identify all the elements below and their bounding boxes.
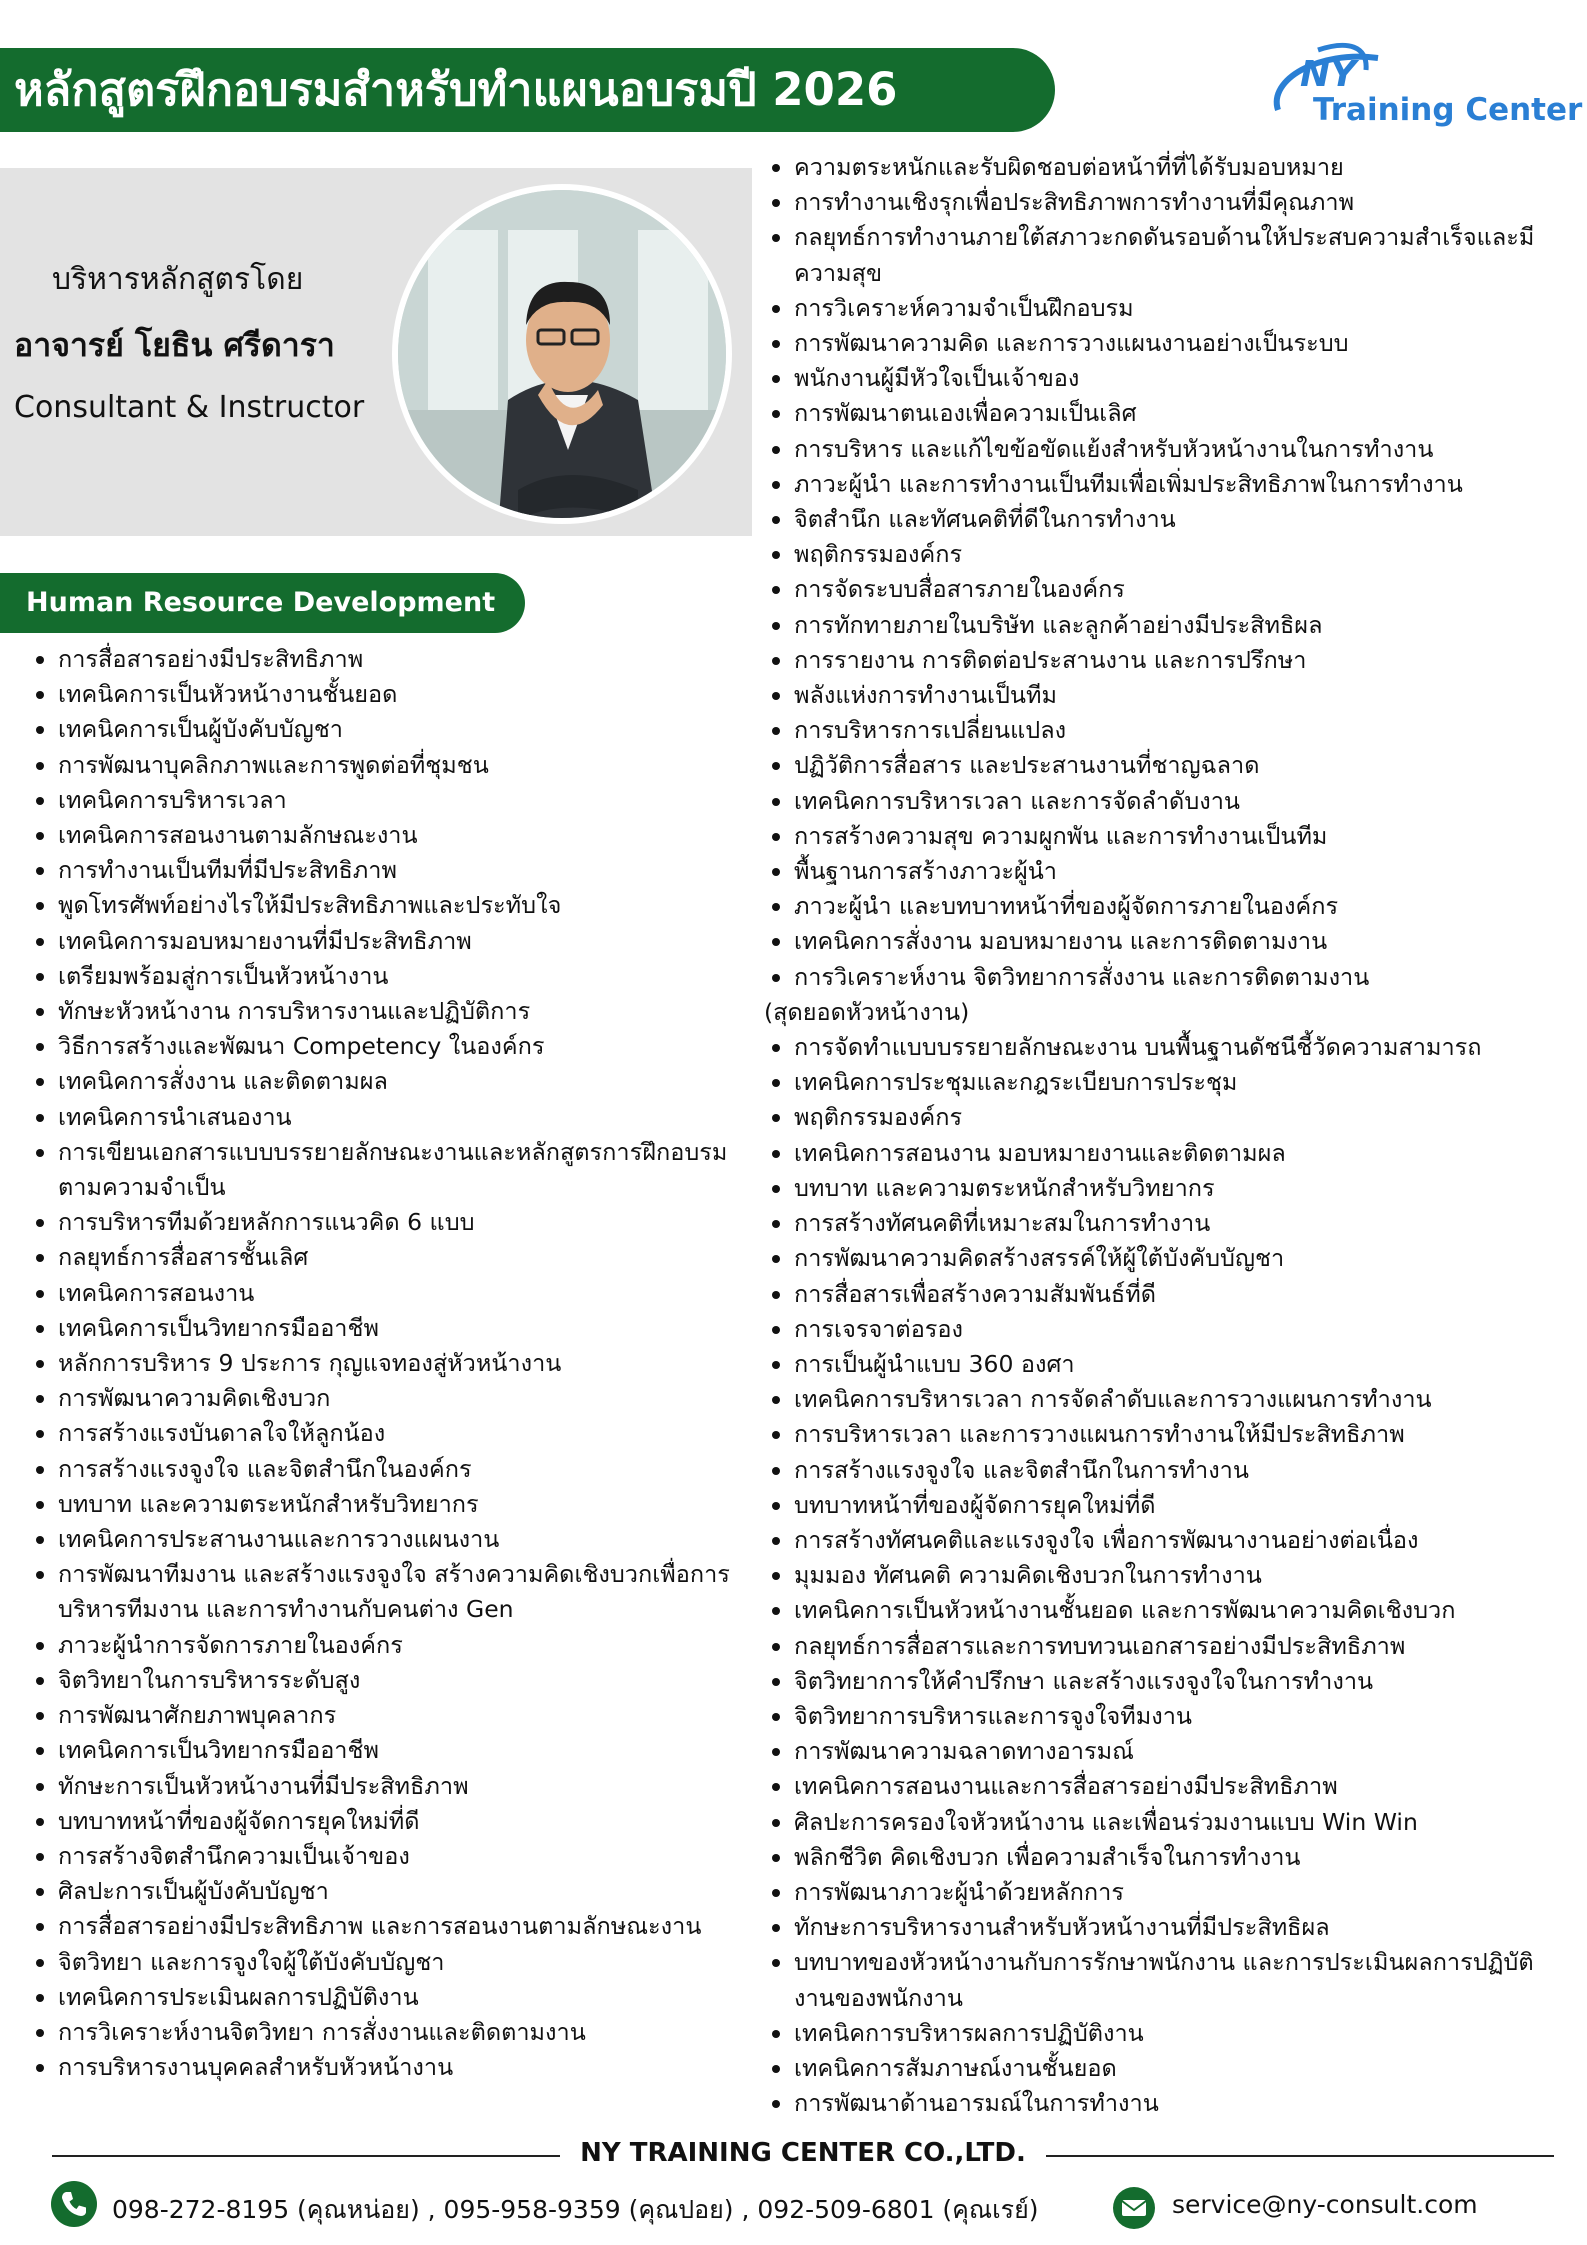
list-item: การสร้างทัศนคติและแรงจูงใจ เพื่อการพัฒนางานอย่างต่อเนื่อง <box>764 1523 1574 1558</box>
list-item: พฤติกรรมองค์กร <box>764 537 1574 572</box>
list-item: การทำงานเชิงรุกเพื่อประสิทธิภาพการทำงานที่มีคุณภาพ <box>764 185 1574 220</box>
contact-phones[interactable]: 098-272-8195 (คุณหน่อย) , 095-958-9359 (คุณปอย) , 092-509-6801 (คุณเรย์) <box>112 2195 1039 2224</box>
list-item: การทักทายภายในบริษัท และลูกค้าอย่างมีประสิทธิผล <box>764 608 1574 643</box>
list-item: ศิลปะการเป็นผู้บังคับบัญชา <box>28 1874 748 1909</box>
list-item: จิตวิทยา และการจูงใจผู้ใต้บังคับบัญชา <box>28 1945 748 1980</box>
page-title: หลักสูตรฝึกอบรมสำหรับทำแผนอบรมปี 2026 <box>14 63 898 116</box>
list-item: การสร้างแรงจูงใจ และจิตสำนึกในองค์กร <box>28 1452 748 1487</box>
list-item: การพัฒนาภาวะผู้นำด้วยหลักการ <box>764 1875 1574 1910</box>
right-course-list <box>764 150 1574 2121</box>
logo-training-center-text: Training Center <box>1313 92 1583 128</box>
list-item: บทบาทหน้าที่ของผู้จัดการยุคใหม่ที่ดี <box>764 1488 1574 1523</box>
list-item: เทคนิคการเป็นวิทยากรมืออาชีพ <box>28 1733 748 1768</box>
footer-divider-left <box>52 2155 560 2157</box>
list-item: จิตวิทยาการให้คำปรึกษา และสร้างแรงจูงใจในการทำงาน <box>764 1664 1574 1699</box>
mail-icon <box>1112 2186 1156 2230</box>
list-item: บทบาท และความตระหนักสำหรับวิทยากร <box>28 1487 748 1522</box>
list-item: ทักษะการบริหารงานสำหรับหัวหน้างานที่มีประสิทธิผล <box>764 1910 1574 1945</box>
list-item: เทคนิคการสั่งงาน มอบหมายงาน และการติดตามงาน <box>764 924 1574 959</box>
list-item: เทคนิคการเป็นวิทยากรมืออาชีพ <box>28 1311 748 1346</box>
list-item: เตรียมพร้อมสู่การเป็นหัวหน้างาน <box>28 959 748 994</box>
list-item: การสร้างทัศนคติที่เหมาะสมในการทำงาน <box>764 1206 1574 1241</box>
list-item: การวิเคราะห์งาน จิตวิทยาการสั่งงาน และการติดตามงาน <box>764 960 1574 995</box>
list-item: เทคนิคการสัมภาษณ์งานชั้นยอด <box>764 2051 1574 2086</box>
list-item: ปฏิวัติการสื่อสาร และประสานงานที่ชาญฉลาด <box>764 748 1574 783</box>
list-item: การบริหารงานบุคคลสำหรับหัวหน้างาน <box>28 2050 748 2085</box>
list-item: ศิลปะการครองใจหัวหน้างาน และเพื่อนร่วมงานแบบ Win Win <box>764 1805 1574 1840</box>
list-item: เทคนิคการประสานงานและการวางแผนงาน <box>28 1522 748 1557</box>
list-item: เทคนิคการประชุมและกฎระเบียบการประชุม <box>764 1065 1574 1100</box>
ny-training-center-logo <box>1258 40 1583 140</box>
footer-divider-right <box>1046 2155 1554 2157</box>
list-item: เทคนิคการเป็นผู้บังคับบัญชา <box>28 712 748 747</box>
list-item: การพัฒนาความคิดเชิงบวก <box>28 1381 748 1416</box>
list-item: กลยุทธ์การสื่อสารและการทบทวนเอกสารอย่างมีประสิทธิภาพ <box>764 1629 1574 1664</box>
list-item: เทคนิคการสอนงาน มอบหมายงานและติดตามผล <box>764 1136 1574 1171</box>
list-item: พนักงานผู้มีหัวใจเป็นเจ้าของ <box>764 361 1574 396</box>
list-item: การบริหารเวลา และการวางแผนการทำงานให้มีประสิทธิภาพ <box>764 1417 1574 1452</box>
instructor-photo <box>392 184 732 524</box>
list-item: การพัฒนาตนเองเพื่อความเป็นเลิศ <box>764 396 1574 431</box>
list-item: เทคนิคการสอนงานตามลักษณะงาน <box>28 818 748 853</box>
list-item: เทคนิคการเป็นหัวหน้างานชั้นยอด และการพัฒนาความคิดเชิงบวก <box>764 1593 1574 1628</box>
instructor-name: อาจารย์ โยธิน ศรีดารา <box>14 326 335 364</box>
list-item: การวิเคราะห์ความจำเป็นฝึกอบรม <box>764 291 1574 326</box>
list-item: ภาวะผู้นำ และการทำงานเป็นทีมเพื่อเพิ่มประสิทธิภาพในการทำงาน <box>764 467 1574 502</box>
list-item: เทคนิคการประเมินผลการปฏิบัติงาน <box>28 1980 748 2015</box>
list-item: การพัฒนาความคิดสร้างสรรค์ให้ผู้ใต้บังคับบัญชา <box>764 1241 1574 1276</box>
list-item: พลังแห่งการทำงานเป็นทีม <box>764 678 1574 713</box>
list-item: การพัฒนาความคิด และการวางแผนงานอย่างเป็นระบบ <box>764 326 1574 361</box>
footer-company-name: NY TRAINING CENTER CO.,LTD. <box>580 2138 1026 2168</box>
list-item: การสร้างแรงบันดาลใจให้ลูกน้อง <box>28 1416 748 1451</box>
list-item: จิตวิทยาการบริหารและการจูงใจทีมงาน <box>764 1699 1574 1734</box>
list-item: มุมมอง ทัศนคติ ความคิดเชิงบวกในการทำงาน <box>764 1558 1574 1593</box>
list-item: การพัฒนาด้านอารมณ์ในการทำงาน <box>764 2086 1574 2121</box>
list-item: ภาวะผู้นำการจัดการภายในองค์กร <box>28 1628 748 1663</box>
list-item: เทคนิคการบริหารผลการปฏิบัติงาน <box>764 2016 1574 2051</box>
title-bar <box>0 48 1055 132</box>
list-item: พฤติกรรมองค์กร <box>764 1100 1574 1135</box>
list-item: การสร้างความสุข ความผูกพัน และการทำงานเป็นทีม <box>764 819 1574 854</box>
list-item: เทคนิคการบริหารเวลา <box>28 783 748 818</box>
list-item: จิตวิทยาในการบริหารระดับสูง <box>28 1663 748 1698</box>
list-item: การทำงานเป็นทีมที่มีประสิทธิภาพ <box>28 853 748 888</box>
list-item-continuation: (สุดยอดหัวหน้างาน) <box>764 997 970 1026</box>
list-item: ทักษะการเป็นหัวหน้างานที่มีประสิทธิภาพ <box>28 1769 748 1804</box>
list-item: การพัฒนาความฉลาดทางอารมณ์ <box>764 1734 1574 1769</box>
instructor-role: Consultant & Instructor <box>14 390 365 425</box>
hrd-section-header: Human Resource Development <box>0 573 525 633</box>
list-item: การจัดทำแบบบรรยายลักษณะงาน บนพื้นฐานดัชนีชี้วัดความสามารถ <box>764 1030 1574 1065</box>
list-item: พูดโทรศัพท์อย่างไรให้มีประสิทธิภาพและประทับใจ <box>28 888 748 923</box>
list-item: เทคนิคการบริหารเวลา และการจัดลำดับงาน <box>764 784 1574 819</box>
list-item: การพัฒนาศักยภาพบุคลากร <box>28 1698 748 1733</box>
list-item: บทบาทหน้าที่ของผู้จัดการยุคใหม่ที่ดี <box>28 1804 748 1839</box>
list-item: เทคนิคการสอนงานและการสื่อสารอย่างมีประสิทธิภาพ <box>764 1769 1574 1804</box>
instructor-portrait-icon <box>398 190 732 524</box>
list-item: การสื่อสารอย่างมีประสิทธิภาพ และการสอนงานตามลักษณะงาน <box>28 1909 748 1944</box>
list-item: ทักษะหัวหน้างาน การบริหารงานและปฏิบัติการ <box>28 994 748 1029</box>
contact-email[interactable]: service@ny-consult.com <box>1172 2190 1478 2219</box>
phone-icon <box>50 2180 98 2228</box>
list-item: ภาวะผู้นำ และบทบาทหน้าที่ของผู้จัดการภายในองค์กร <box>764 889 1574 924</box>
list-item: กลยุทธ์การทำงานภายใต้สภาวะกดดันรอบด้านให้ประสบความสำเร็จและมีความสุข <box>764 220 1574 290</box>
list-item: เทคนิคการบริหารเวลา การจัดลำดับและการวางแผนการทำงาน <box>764 1382 1574 1417</box>
list-item: การสื่อสารเพื่อสร้างความสัมพันธ์ที่ดี <box>764 1277 1574 1312</box>
list-item: การเจรจาต่อรอง <box>764 1312 1574 1347</box>
managed-by-label: บริหารหลักสูตรโดย <box>52 262 304 297</box>
list-item: การพัฒนาทีมงาน และสร้างแรงจูงใจ สร้างความคิดเชิงบวกเพื่อการบริหารทีมงาน และการทำงานกับคนต่าง Gen <box>28 1557 748 1627</box>
list-item: การสร้างแรงจูงใจ และจิตสำนึกในการทำงาน <box>764 1453 1574 1488</box>
list-item: การบริหาร และแก้ไขข้อขัดแย้งสำหรับหัวหน้างานในการทำงาน <box>764 432 1574 467</box>
list-item: การวิเคราะห์งานจิตวิทยา การสั่งงานและติดตามงาน <box>28 2015 748 2050</box>
list-item: บทบาท และความตระหนักสำหรับวิทยากร <box>764 1171 1574 1206</box>
list-item: การจัดระบบสื่อสารภายในองค์กร <box>764 572 1574 607</box>
list-item: การพัฒนาบุคลิกภาพและการพูดต่อที่ชุมชน <box>28 748 748 783</box>
list-item: เทคนิคการนำเสนองาน <box>28 1100 748 1135</box>
logo-ny-text: NY <box>1300 54 1357 95</box>
list-item: หลักการบริหาร 9 ประการ กุญแจทองสู่หัวหน้างาน <box>28 1346 748 1381</box>
list-item: การบริหารทีมด้วยหลักการแนวคิด 6 แบบ <box>28 1205 748 1240</box>
left-course-list <box>28 642 748 2085</box>
list-item: วิธีการสร้างและพัฒนา Competency ในองค์กร <box>28 1029 748 1064</box>
list-item: พื้นฐานการสร้างภาวะผู้นำ <box>764 854 1574 889</box>
list-item: จิตสำนึก และทัศนคติที่ดีในการทำงาน <box>764 502 1574 537</box>
list-item: การสร้างจิตสำนึกความเป็นเจ้าของ <box>28 1839 748 1874</box>
list-item: ความตระหนักและรับผิดชอบต่อหน้าที่ที่ได้รับมอบหมาย <box>764 150 1574 185</box>
list-item: การสื่อสารอย่างมีประสิทธิภาพ <box>28 642 748 677</box>
list-item: บทบาทของหัวหน้างานกับการรักษาพนักงาน และการประเมินผลการปฏิบัติงานของพนักงาน <box>764 1945 1574 2015</box>
list-item: การเขียนเอกสารแบบบรรยายลักษณะงานและหลักสูตรการฝึกอบรมตามความจำเป็น <box>28 1135 748 1205</box>
list-item: การเป็นผู้นำแบบ 360 องศา <box>764 1347 1574 1382</box>
list-item: การรายงาน การติดต่อประสานงาน และการปรึกษา <box>764 643 1574 678</box>
list-item: เทคนิคการสอนงาน <box>28 1276 748 1311</box>
list-item: กลยุทธ์การสื่อสารชั้นเลิศ <box>28 1240 748 1275</box>
list-item: พลิกชีวิต คิดเชิงบวก เพื่อความสำเร็จในการทำงาน <box>764 1840 1574 1875</box>
list-item: เทคนิคการเป็นหัวหน้างานชั้นยอด <box>28 677 748 712</box>
list-item: เทคนิคการมอบหมายงานที่มีประสิทธิภาพ <box>28 924 748 959</box>
list-item: เทคนิคการสั่งงาน และติดตามผล <box>28 1064 748 1099</box>
list-item: การบริหารการเปลี่ยนแปลง <box>764 713 1574 748</box>
